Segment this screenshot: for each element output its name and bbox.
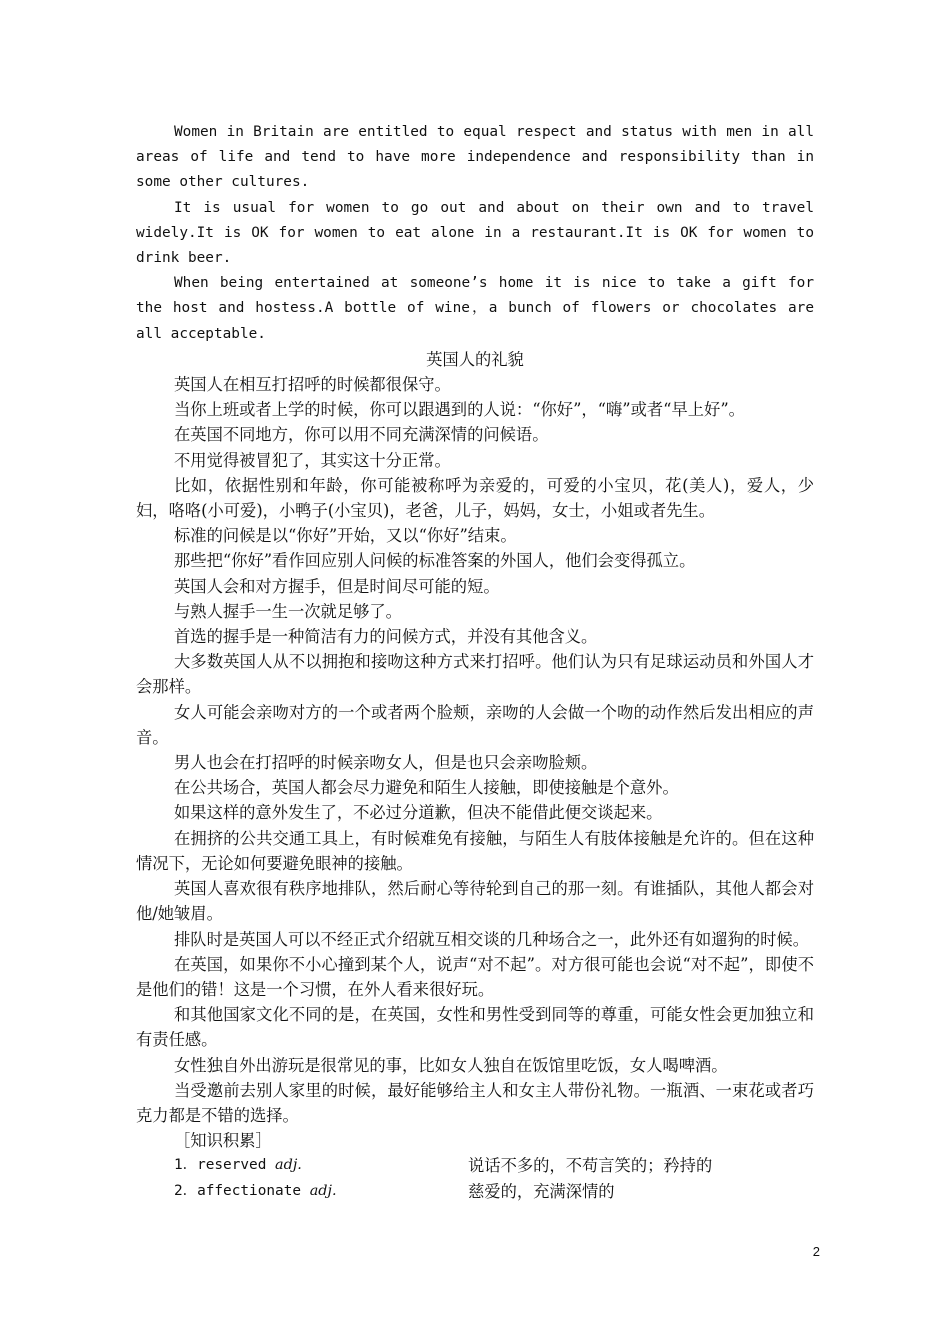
chinese-paragraph: 和其他国家文化不同的是，在英国，女性和男性受到同等的尊重，可能女性会更加独立和有责任感。 <box>136 1005 814 1050</box>
page-number: 2 <box>812 1244 820 1259</box>
chinese-paragraph: 比如，依据性别和年龄，你可能被称呼为亲爱的，可爱的小宝贝，花(美人)，爱人，少妇，咯咯(小可爱)，小鸭子(小宝贝)，老爸，儿子，妈妈，女士，小姐或者先生。 <box>136 475 814 521</box>
vocab-number: 2． <box>174 1182 198 1199</box>
vocab-meaning: 慈爱的，充满深情的 <box>468 1181 615 1201</box>
vocab-number: 1． <box>174 1157 198 1174</box>
chinese-paragraph: 首选的握手是一种简洁有力的问候方式，并没有其他含义。 <box>174 627 598 647</box>
english-paragraph: When being entertained at someone’s home it is nice to take a gift for the host and hostess.A bottle of wine，a bunch of flowers or chocolates are all acceptable. <box>136 275 814 342</box>
vocab-pos: adj. <box>309 1182 337 1199</box>
vocab-item <box>136 1153 814 1178</box>
chinese-paragraph: 大多数英国人从不以拥抱和接吻这种方式来打招呼。他们认为只有足球运动员和外国人才会那样。 <box>136 652 814 697</box>
chinese-paragraph: 在英国不同地方，你可以用不同充满深情的问候语。 <box>174 425 549 445</box>
chinese-paragraph: 与熟人握手一生一次就足够了。 <box>174 601 402 621</box>
chinese-paragraph: 英国人会和对方握手，但是时间尽可能的短。 <box>174 576 500 596</box>
chinese-paragraph: 在英国，如果你不小心撞到某个人，说声“对不起”。对方很可能也会说“对不起”，即使不是他们的错！这是一个习惯，在外人看来很好玩。 <box>136 954 814 999</box>
chinese-paragraph: 女人可能会亲吻对方的一个或者两个脸颊，亲吻的人会做一个吻的动作然后发出相应的声音。 <box>136 702 814 747</box>
vocab-meaning: 说话不多的，不苟言笑的；矜持的 <box>468 1156 713 1176</box>
chinese-paragraph: 在拥挤的公共交通工具上，有时候难免有接触，与陌生人有肢体接触是允许的。但在这种情况下，无论如何要避免眼神的接触。 <box>136 828 814 873</box>
chinese-paragraph: 那些把“你好”看作回应别人问候的标准答案的外国人，他们会变得孤立。 <box>174 551 696 571</box>
chinese-paragraph: 男人也会在打招呼的时候亲吻女人，但是也只会亲吻脸颊。 <box>174 753 598 773</box>
vocab-term <box>174 1153 468 1178</box>
chinese-paragraph: 如果这样的意外发生了，不必过分道歉，但决不能借此便交谈起来。 <box>174 803 663 823</box>
chinese-paragraph: 标准的问候是以“你好”开始，又以“你好”结束。 <box>174 526 517 546</box>
page-content <box>136 120 814 1204</box>
chinese-paragraph: 英国人在相互打招呼的时候都很保守。 <box>174 375 451 395</box>
chinese-paragraph: 当你上班或者上学的时候，你可以跟遇到的人说：“你好”，“嗨”或者“早上好”。 <box>174 400 745 420</box>
chinese-paragraph: 当受邀前去别人家里的时候，最好能够给主人和女主人带份礼物。一瓶酒、一束花或者巧克力都是不错的选择。 <box>136 1080 814 1125</box>
english-paragraph: Women in Britain are entitled to equal respect and status with men in all areas of life and tend to have more independence and responsibility than in some other cultures. <box>136 124 814 191</box>
vocab-term <box>174 1179 468 1204</box>
chinese-paragraph: 英国人喜欢很有秩序地排队，然后耐心等待轮到自己的那一刻。有谁插队，其他人都会对他/她皱眉。 <box>136 879 814 924</box>
chinese-paragraph: 女性独自外出游玩是很常见的事，比如女人独自在饭馆里吃饭，女人喝啤酒。 <box>174 1055 728 1075</box>
section-title: 英国人的礼貌 <box>426 349 524 369</box>
english-paragraph: It is usual for women to go out and about on their own and to travel widely.It is OK for women to eat alone in a restaurant.It is OK for women to drink beer. <box>136 199 814 267</box>
vocab-word: affectionate <box>197 1182 310 1199</box>
chinese-paragraph: 排队时是英国人可以不经正式介绍就互相交谈的几种场合之一，此外还有如遛狗的时候。 <box>174 929 809 949</box>
vocab-word: reserved <box>197 1157 276 1174</box>
vocab-pos: adj. <box>275 1157 302 1174</box>
vocab-item <box>136 1179 814 1204</box>
chinese-paragraph: 不用觉得被冒犯了，其实这十分正常。 <box>174 450 451 470</box>
knowledge-label: ［知识积累］ <box>174 1131 272 1151</box>
chinese-paragraph: 在公共场合，英国人都会尽力避免和陌生人接触，即使接触是个意外。 <box>174 778 679 798</box>
